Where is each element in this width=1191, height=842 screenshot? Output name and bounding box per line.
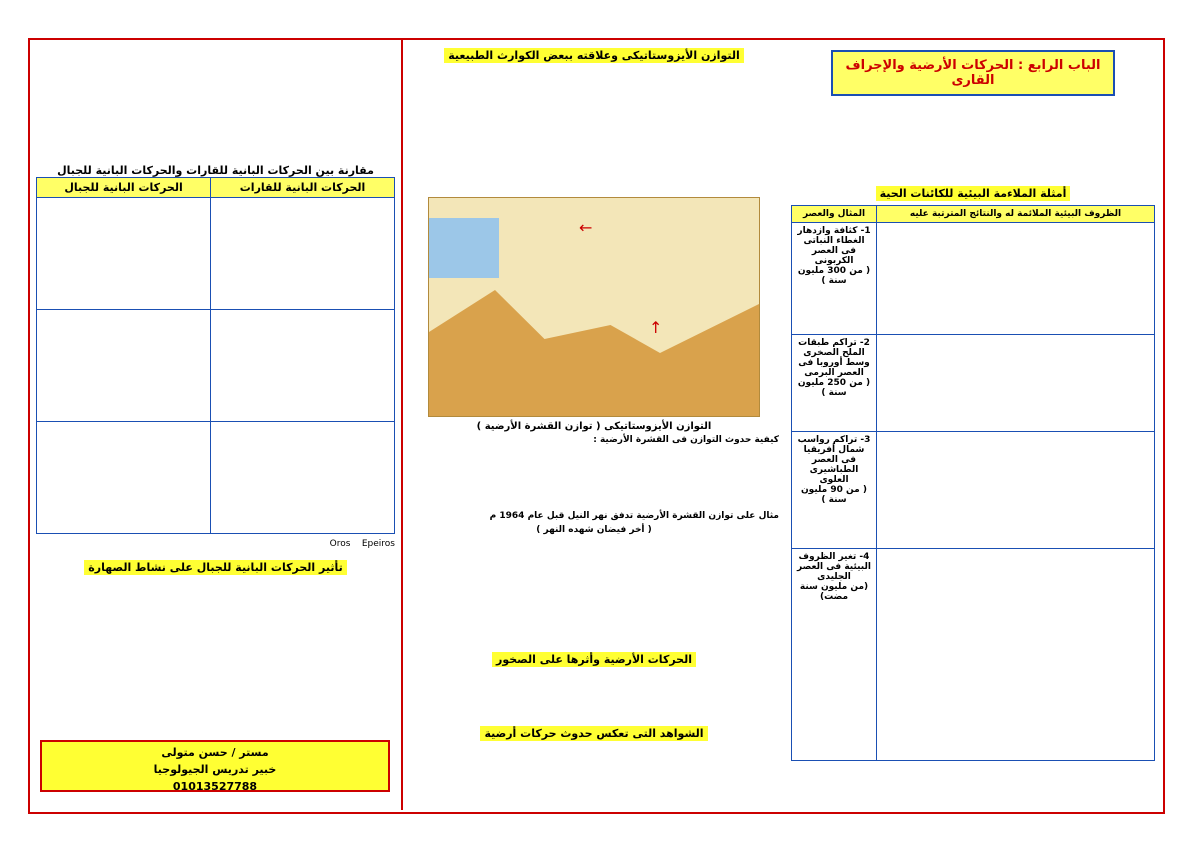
row-4-label: 4- تغير الظروف البيئية فى العصر الجليدى (من مليون سنة مضت) <box>792 549 877 761</box>
volcano-heading: تأثير الحركات البانية للجبال على نشاط الصهارة <box>84 560 346 575</box>
epeiros-term: Epeiros <box>361 539 395 549</box>
arrow-icon: ↑ <box>649 318 663 337</box>
cell <box>211 198 395 310</box>
adaptation-table <box>791 205 1155 761</box>
right-column <box>785 40 1161 810</box>
row-3-label: 3- تراكم رواسب شمال أفريقيا فى العصر الطباشيرى العلوى ( من 90 مليون سنة ) <box>792 432 877 549</box>
row-1-conditions <box>877 223 1155 335</box>
author-title: خبير تدريس الجيولوجيا <box>153 763 277 776</box>
evidence-heading: الشواهد التى تعكس حدوث حركات أرضية <box>480 726 707 741</box>
mountain-shape <box>429 276 759 416</box>
row-4-conditions <box>877 549 1155 761</box>
cell <box>37 422 211 534</box>
author-name: مستر / حسن متولى <box>161 746 269 759</box>
movements-heading: الحركات الأرضية وأثرها على الصخور <box>492 652 696 667</box>
left-column <box>28 40 401 810</box>
cell <box>211 310 395 422</box>
author-phone: 01013527788 <box>172 780 258 793</box>
header-conditions: الظروف البيئية الملائمة له والنتائج المترتبة عليه <box>877 206 1155 223</box>
row-1-label: 1- كثافة وازدهار الغطاء النباتى فى العصر الكربونى ( من 300 مليون سنة ) <box>792 223 877 335</box>
example-sub: ( أخر فيضان شهده النهر ) <box>536 525 652 535</box>
example-heading: مثال على توازن القشرة الأرضية تدفق نهر النيل قبل عام 1964 م <box>489 511 779 521</box>
intro-text <box>791 104 1155 174</box>
chapter-title: الباب الرابع : الحركات الأرضية والإجراف القارى <box>831 50 1115 96</box>
oros-term: Oros <box>329 539 351 549</box>
row-2-conditions <box>877 335 1155 432</box>
subheading: أمثلة الملاءمة البيئية للكائنات الحية <box>876 186 1071 201</box>
isostasy-diagram <box>428 197 760 417</box>
comparison-table <box>36 177 395 534</box>
col-continents: الحركات البانية للقارات <box>211 178 395 198</box>
arrow-icon: ← <box>579 218 593 237</box>
comparison-heading: مقارنة بين الحركات البانية للقارات والحركات البانية للجبال <box>57 164 374 177</box>
how-heading: كيفية حدوث التوازن فى القشرة الأرضية : <box>593 435 779 445</box>
diagram-caption: التوازن الأيزوستاتيكى ( توازن القشرة الأرضية ) <box>476 421 712 432</box>
cell <box>211 422 395 534</box>
cell <box>37 310 211 422</box>
cell <box>37 198 211 310</box>
row-3-conditions <box>877 432 1155 549</box>
sea-shape <box>429 218 499 278</box>
header-example: المثال والعصر <box>792 206 877 223</box>
isostasy-heading: التوازن الأيزوستاتيكى وعلاقته ببعض الكوارث الطبيعية <box>444 48 744 63</box>
author-box <box>40 740 390 792</box>
col-mountains: الحركات البانية للجبال <box>37 178 211 198</box>
middle-column <box>401 40 785 810</box>
row-2-label: 2- تراكم طبقات الملح الصخرى وسط أوروبا فى العصر البرمى ( من 250 مليون سنة ) <box>792 335 877 432</box>
